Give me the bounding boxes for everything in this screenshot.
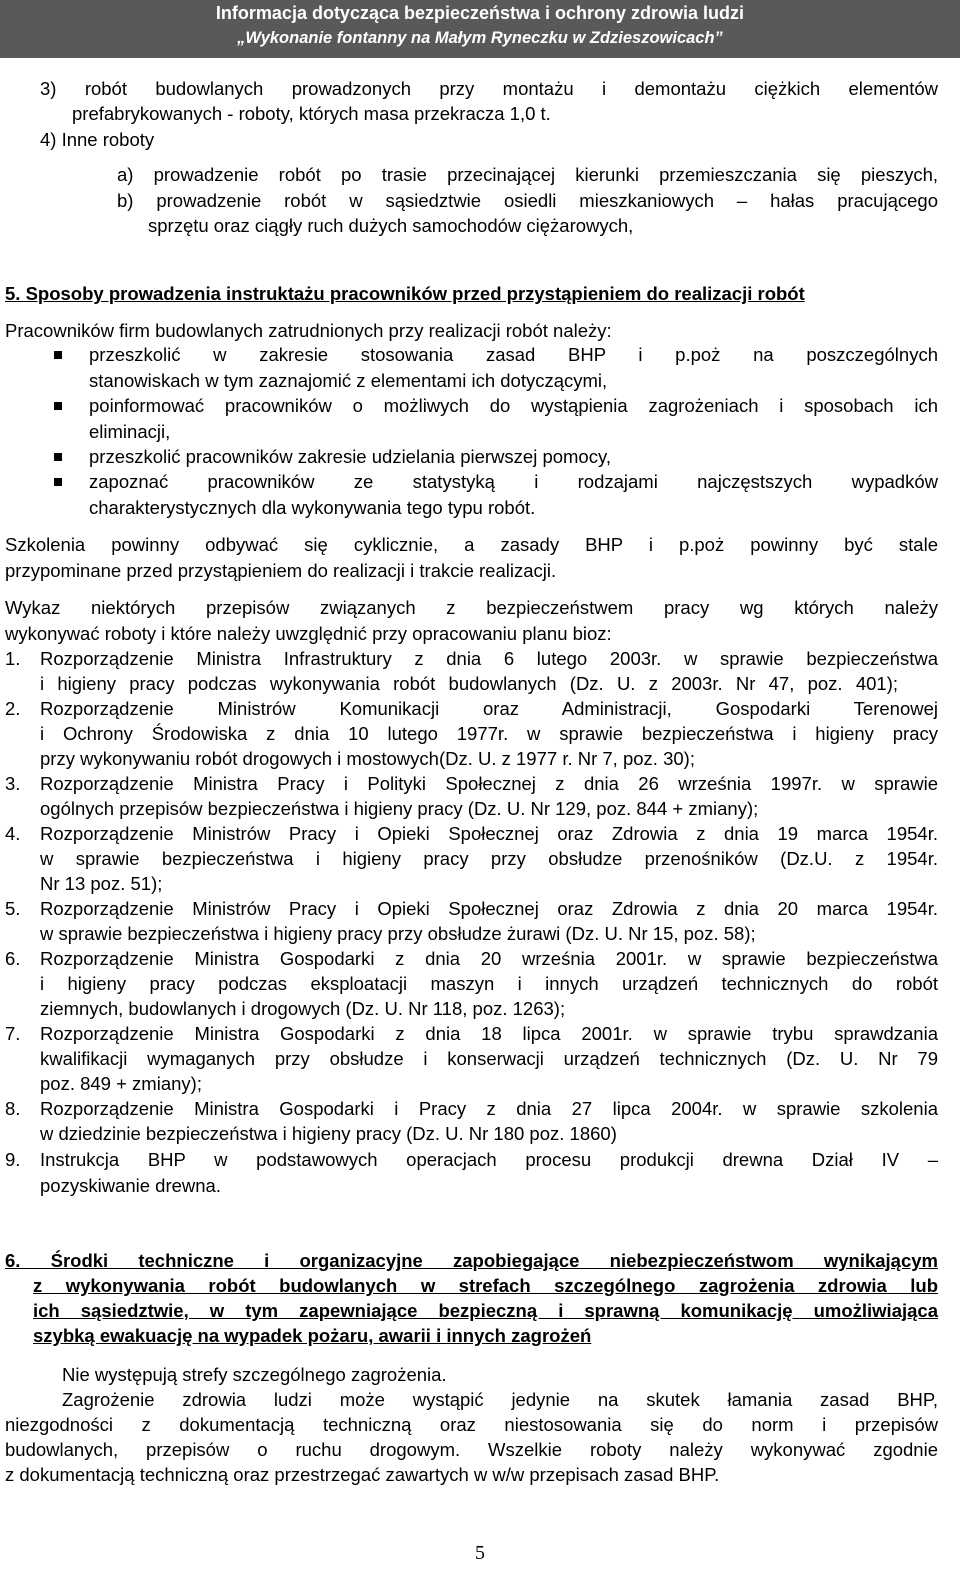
regulation-number: 2. <box>5 698 21 719</box>
bullet-2-line-1: poinformować pracowników o możliwych do wystąpienia zagrożeniach i sposobach ich <box>89 395 938 416</box>
regulation-9-line-2: pozyskiwanie drewna. <box>40 1175 221 1196</box>
regulation-7-line-1: Rozporządzenie Ministra Gospodarki z dnia 18 lipca 2001r. w sprawie trybu sprawdzania <box>40 1023 938 1044</box>
regulation-number: 9. <box>5 1149 21 1170</box>
section-6-paragraph-2-line-3: budowlanych, przepisów o ruchu drogowym. Wszelkie roboty należy wykonywać zgodnie <box>5 1439 938 1460</box>
document-header <box>0 0 960 58</box>
section-6-paragraph-2-line-2: niezgodności z dokumentacją techniczną oraz niestosowania się do norm i przepisów <box>5 1414 938 1435</box>
page-number: 5 <box>475 1542 485 1564</box>
paragraph-regulations-line-1: Wykaz niektórych przepisów związanych z bezpieczeństwem pracy wg których należy <box>5 597 938 618</box>
header-title: Informacja dotycząca bezpieczeństwa i ochrony zdrowia ludzi <box>215 3 745 23</box>
bullet-square <box>54 402 62 410</box>
regulation-6-line-2: i higieny pracy podczas eksploatacji maszyn i innych urządzeń technicznych do robót <box>40 973 938 994</box>
section-6-heading-line-1: 6. Środki techniczne i organizacyjne zapobiegające niebezpieczeństwom wynikającym <box>5 1250 938 1271</box>
item-b-line-2: sprzętu oraz ciągły ruch dużych samochodów ciężarowych, <box>148 215 634 236</box>
regulation-2-line-2: i Ochrony Środowiska z dnia 10 lutego 1977r. w sprawie bezpieczeństwa i higieny pracy <box>40 723 938 744</box>
section-6-heading-line-4: szybką ewakuację na wypadek pożaru, awarii i innych zagrożeń <box>33 1325 592 1346</box>
paragraph-training-line-1: Szkolenia powinny odbywać się cyklicznie, a zasady BHP i p.poż powinny być stale <box>5 534 938 555</box>
bullet-square <box>54 351 62 359</box>
regulation-5-line-2: w sprawie bezpieczeństwa i higieny pracy przy obsłudze żurawi (Dz. U. Nr 15, poz. 58); <box>40 923 756 944</box>
item-b-line-1: b) prowadzenie robót w sąsiedztwie osiedli mieszkaniowych – hałas pracującego <box>117 190 938 211</box>
item-4: 4) Inne roboty <box>40 129 155 150</box>
bullet-1-line-2: stanowiskach w tym zaznajomić z elementami ich dotyczącymi, <box>89 370 608 391</box>
paragraph-training-line-2: przypominane przed przystąpieniem do realizacji i trakcie realizacji. <box>5 560 557 581</box>
regulation-3-line-2: ogólnych przepisów bezpieczeństwa i higieny pracy (Dz. U. Nr 129, poz. 844 + zmiany); <box>40 798 759 819</box>
section-6-paragraph-2-line-4: z dokumentacją techniczną oraz przestrzegać zawartych w w/w przepisach zasad BHP. <box>5 1464 720 1485</box>
section-6-heading-line-2: z wykonywania robót budowlanych w strefach szczególnego zagrożenia zdrowia lub <box>33 1275 938 1296</box>
regulation-number: 5. <box>5 898 21 919</box>
bullet-3-line-1: przeszkolić pracowników zakresie udzielania pierwszej pomocy, <box>89 446 611 467</box>
bullet-2-line-2: eliminacji, <box>89 421 171 442</box>
item-3-line-2: prefabrykowanych - roboty, których masa przekracza 1,0 t. <box>72 103 551 124</box>
item-a: a) prowadzenie robót po trasie przecinającej kierunki przemieszczania się pieszych, <box>117 164 938 185</box>
section-5-intro: Pracowników firm budowlanych zatrudnionych przy realizacji robót należy: <box>5 320 612 341</box>
regulation-number: 4. <box>5 823 21 844</box>
regulation-3-line-1: Rozporządzenie Ministra Pracy i Polityki Społecznej z dnia 26 września 1997r. w sprawie <box>40 773 938 794</box>
section-5-heading: 5. Sposoby prowadzenia instruktażu pracowników przed przystąpieniem do realizacji robót <box>5 283 805 304</box>
regulation-4-line-1: Rozporządzenie Ministrów Pracy i Opieki Społecznej oraz Zdrowia z dnia 19 marca 1954r. <box>40 823 938 844</box>
section-6-paragraph-2-line-1: Zagrożenie zdrowia ludzi może wystąpić jedynie na skutek łamania zasad BHP, <box>62 1389 938 1410</box>
regulation-number: 3. <box>5 773 21 794</box>
bullet-4-line-1: zapoznać pracowników ze statystyką i rodzajami najczęstszych wypadków <box>89 471 938 492</box>
section-6-paragraph-1: Nie występują strefy szczególnego zagrożenia. <box>62 1364 447 1385</box>
regulation-2-line-3: przy wykonywaniu robót drogowych i mostowych(Dz. U. z 1977 r. Nr 7, poz. 30); <box>40 748 695 769</box>
regulation-number: 8. <box>5 1098 21 1119</box>
paragraph-regulations-line-2: wykonywać roboty i które należy uwzględnić przy opracowaniu planu bioz: <box>5 623 612 644</box>
regulation-8-line-2: w dziedzinie bezpieczeństwa i higieny pracy (Dz. U. Nr 180 poz. 1860) <box>40 1123 617 1144</box>
regulation-7-line-3: poz. 849 + zmiany); <box>40 1073 202 1094</box>
bullet-square <box>54 453 62 461</box>
regulation-1-line-2: i higieny pracy podczas wykonywania robót budowlanych (Dz. U. z 2003r. Nr 47, poz. 401); <box>40 673 898 694</box>
regulation-1-line-1: Rozporządzenie Ministra Infrastruktury z dnia 6 lutego 2003r. w sprawie bezpieczeństwa <box>40 648 938 669</box>
item-3-line-1: 3) robót budowlanych prowadzonych przy montażu i demontażu ciężkich elementów <box>40 78 938 99</box>
bullet-square <box>54 478 62 486</box>
regulation-8-line-1: Rozporządzenie Ministra Gospodarki i Pracy z dnia 27 lipca 2004r. w sprawie szkolenia <box>40 1098 938 1119</box>
regulation-number: 1. <box>5 648 21 669</box>
regulation-4-line-2: w sprawie bezpieczeństwa i higieny pracy przy obsłudze przenośników (Dz.U. z 1954r. <box>40 848 938 869</box>
header-subtitle: „Wykonanie fontanny na Małym Ryneczku w Zdzieszowicach” <box>237 29 723 47</box>
section-6-heading-line-3: ich sąsiedztwie, w tym zapewniające bezpieczną i sprawną komunikację umożliwiająca <box>33 1300 938 1321</box>
bullet-1-line-1: przeszkolić w zakresie stosowania zasad BHP i p.poż na poszczególnych <box>89 344 938 365</box>
regulation-2-line-1: Rozporządzenie Ministrów Komunikacji oraz Administracji, Gospodarki Terenowej <box>40 698 938 719</box>
regulation-number: 7. <box>5 1023 21 1044</box>
regulation-number: 6. <box>5 948 21 969</box>
regulation-6-line-1: Rozporządzenie Ministra Gospodarki z dnia 20 września 2001r. w sprawie bezpieczeństwa <box>40 948 938 969</box>
regulation-4-line-3: Nr 13 poz. 51); <box>40 873 163 894</box>
regulation-9-line-1: Instrukcja BHP w podstawowych operacjach procesu produkcji drewna Dział IV – <box>40 1149 938 1170</box>
regulation-6-line-3: ziemnych, budowlanych i drogowych (Dz. U. Nr 118, poz. 1263); <box>40 998 566 1019</box>
bullet-4-line-2: charakterystycznych dla wykonywania tego typu robót. <box>89 497 536 518</box>
regulation-5-line-1: Rozporządzenie Ministrów Pracy i Opieki Społecznej oraz Zdrowia z dnia 20 marca 1954r. <box>40 898 938 919</box>
regulation-7-line-2: kwalifikacji wymaganych przy obsłudze i konserwacji urządzeń technicznych (Dz. U. Nr 79 <box>40 1048 938 1069</box>
